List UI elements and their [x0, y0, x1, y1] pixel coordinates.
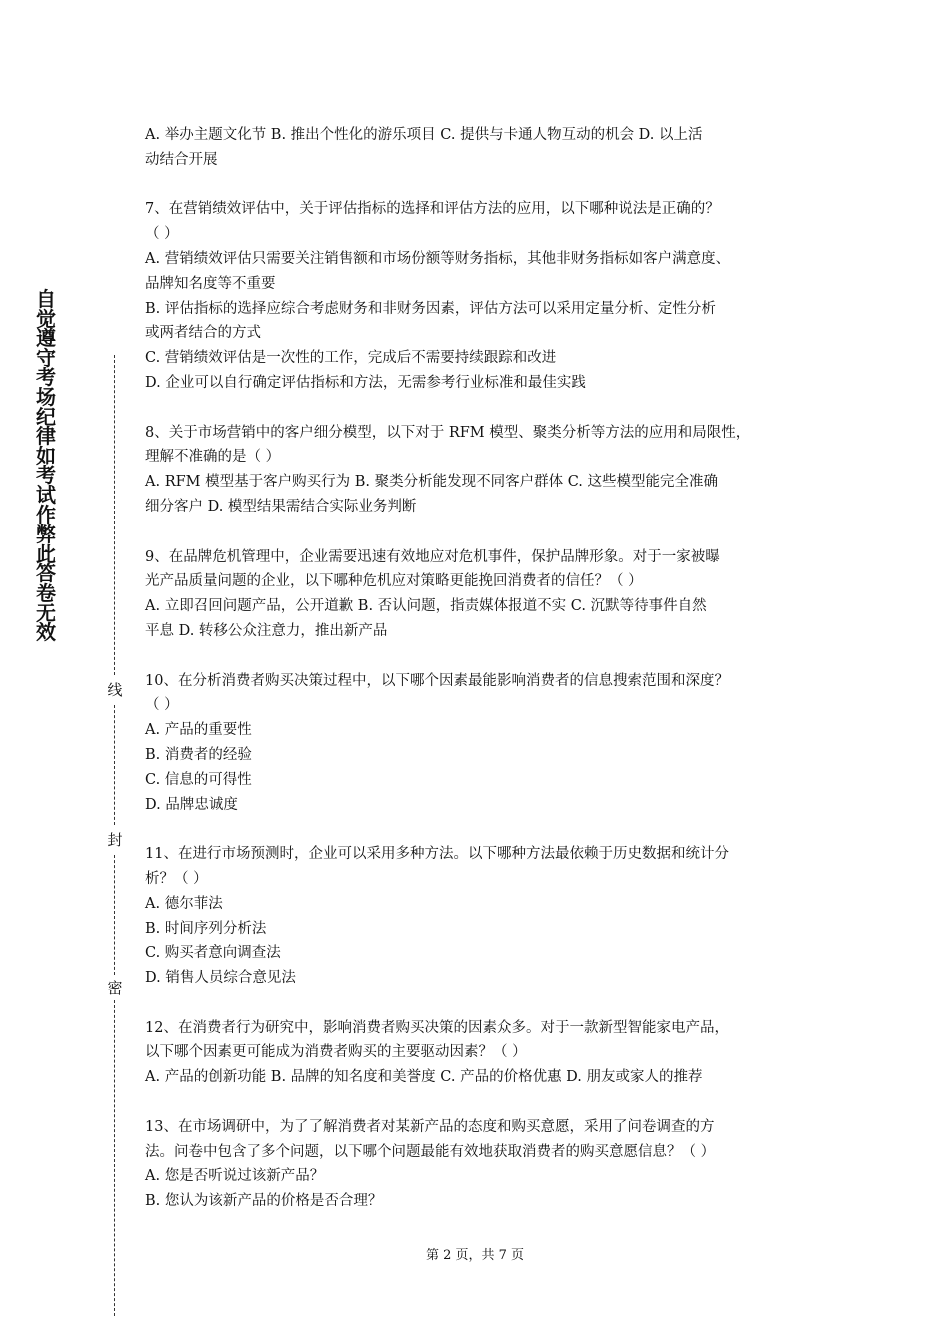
option-d: D. 品牌忠诚度 — [145, 796, 238, 813]
question-9 — [145, 545, 825, 644]
slogan-char: 遵 — [36, 326, 56, 351]
slogan-char: 考 — [36, 365, 56, 390]
question-stem: 理解不准确的是（ ） — [145, 449, 281, 466]
question-11 — [145, 842, 825, 991]
binding-mark-seal: 封 — [103, 830, 127, 850]
slogan-char: 考 — [36, 463, 56, 488]
exam-rule-slogan — [26, 287, 66, 645]
question-12 — [145, 1016, 825, 1090]
question-stem: 12、在消费者行为研究中，影响消费者购买决策的因素众多。对于一款新型智能家电产品， — [145, 1019, 729, 1036]
binding-dashed-line — [114, 1000, 115, 1316]
question-stem: （ ） — [145, 697, 179, 714]
slogan-char: 觉 — [36, 306, 56, 331]
option-b: B. 您认为该新产品的价格是否合理？ — [145, 1193, 383, 1210]
slogan-char: 纪 — [36, 404, 56, 429]
option-line: A. 立即召回问题产品，公开道歉 B. 否认问题，指责媒体报道不实 C. 沉默等待事件自然 — [145, 598, 707, 615]
slogan-char: 作 — [36, 502, 56, 527]
option-b: B. 评估指标的选择应综合考虑财务和非财务因素，评估方法可以采用定量分析、定性分析 — [145, 300, 716, 317]
question-stem: 光产品质量问题的企业，以下哪种危机应对策略更能挽回消费者的信任？（ ） — [145, 573, 643, 590]
slogan-char: 场 — [36, 384, 56, 409]
question-stem: 7、在营销绩效评估中，关于评估指标的选择和评估方法的应用，以下哪种说法是正确的？ — [145, 201, 720, 218]
slogan-char: 卷 — [36, 580, 56, 605]
option-b: B. 消费者的经验 — [145, 746, 252, 763]
binding-mark-line: 线 — [103, 680, 127, 700]
option-line: A. 产品的创新功能 B. 品牌的知名度和美誉度 C. 产品的价格优惠 D. 朋友或家人的推荐 — [145, 1069, 703, 1086]
slogan-char: 弊 — [36, 522, 56, 547]
binding-dashed-line — [114, 355, 115, 675]
question-stem: 析？（ ） — [145, 870, 208, 887]
option-a: A. 您是否听说过该新产品？ — [145, 1168, 325, 1185]
option-c: C. 信息的可得性 — [145, 771, 252, 788]
option-d: D. 销售人员综合意见法 — [145, 970, 296, 987]
slogan-char: 无 — [36, 600, 56, 625]
question-8 — [145, 421, 825, 520]
slogan-char: 如 — [36, 443, 56, 468]
question-stem: 13、在市场调研中，为了了解消费者对某新产品的态度和购买意愿，采用了问卷调查的方 — [145, 1118, 715, 1135]
binding-mark-secret: 密 — [103, 978, 127, 998]
slogan-char: 此 — [36, 541, 56, 566]
question-stem: 11、在进行市场预测时，企业可以采用多种方法。以下哪种方法最依赖于历史数据和统计分 — [145, 846, 729, 863]
question-stem: 法。问卷中包含了多个问题，以下哪个问题最能有效地获取消费者的购买意愿信息？（ ） — [145, 1143, 716, 1160]
question-6-tail — [145, 123, 825, 173]
question-stem: 9、在品牌危机管理中，企业需要迅速有效地应对危机事件，保护品牌形象。对于一家被曝 — [145, 548, 720, 565]
option-a: 品牌知名度等不重要 — [145, 275, 276, 292]
slogan-char: 效 — [36, 620, 56, 645]
option-b: B. 时间序列分析法 — [145, 920, 267, 937]
question-list — [145, 123, 825, 1239]
option-a: A. 德尔菲法 — [145, 895, 223, 912]
option-b: 或两者结合的方式 — [145, 325, 261, 342]
question-10 — [145, 669, 825, 818]
slogan-char: 律 — [36, 424, 56, 449]
option-d: D. 企业可以自行确定评估指标和方法，无需参考行业标准和最佳实践 — [145, 374, 586, 391]
option-c: C. 购买者意向调查法 — [145, 945, 281, 962]
question-stem: 10、在分析消费者购买决策过程中，以下哪个因素最能影响消费者的信息搜索范围和深度？ — [145, 672, 729, 689]
option-line: 动结合开展 — [145, 151, 218, 168]
option-a: A. 产品的重要性 — [145, 722, 252, 739]
slogan-char: 自 — [36, 287, 56, 311]
question-13 — [145, 1115, 825, 1214]
question-stem: （ ） — [145, 226, 179, 243]
option-c: C. 营销绩效评估是一次性的工作，完成后不需要持续跟踪和改进 — [145, 350, 557, 367]
slogan-char: 答 — [36, 561, 56, 586]
question-stem: 以下哪个因素更可能成为消费者购买的主要驱动因素？（ ） — [145, 1044, 527, 1061]
option-a: A. 营销绩效评估只需要关注销售额和市场份额等财务指标，其他非财务指标如客户满意度、 — [145, 250, 731, 267]
page-number: 第 2 页，共 7 页 — [425, 1248, 525, 1263]
option-line: A. RFM 模型基于客户购买行为 B. 聚类分析能发现不同客户群体 C. 这些模型能完全准确 — [145, 474, 719, 491]
slogan-char: 试 — [36, 482, 56, 507]
option-line: 平息 D. 转移公众注意力，推出新产品 — [145, 622, 388, 639]
question-7 — [145, 197, 825, 395]
option-line: A. 举办主题文化节 B. 推出个性化的游乐项目 C. 提供与卡通人物互动的机会 D. 以上活 — [145, 127, 703, 143]
binding-dashed-line — [114, 855, 115, 975]
option-line: 细分客户 D. 模型结果需结合实际业务判断 — [145, 498, 417, 515]
binding-dashed-line — [114, 705, 115, 825]
slogan-char: 守 — [36, 345, 56, 370]
question-stem: 8、关于市场营销中的客户细分模型，以下对于 RFM 模型、聚类分析等方法的应用和局限性， — [145, 424, 751, 441]
